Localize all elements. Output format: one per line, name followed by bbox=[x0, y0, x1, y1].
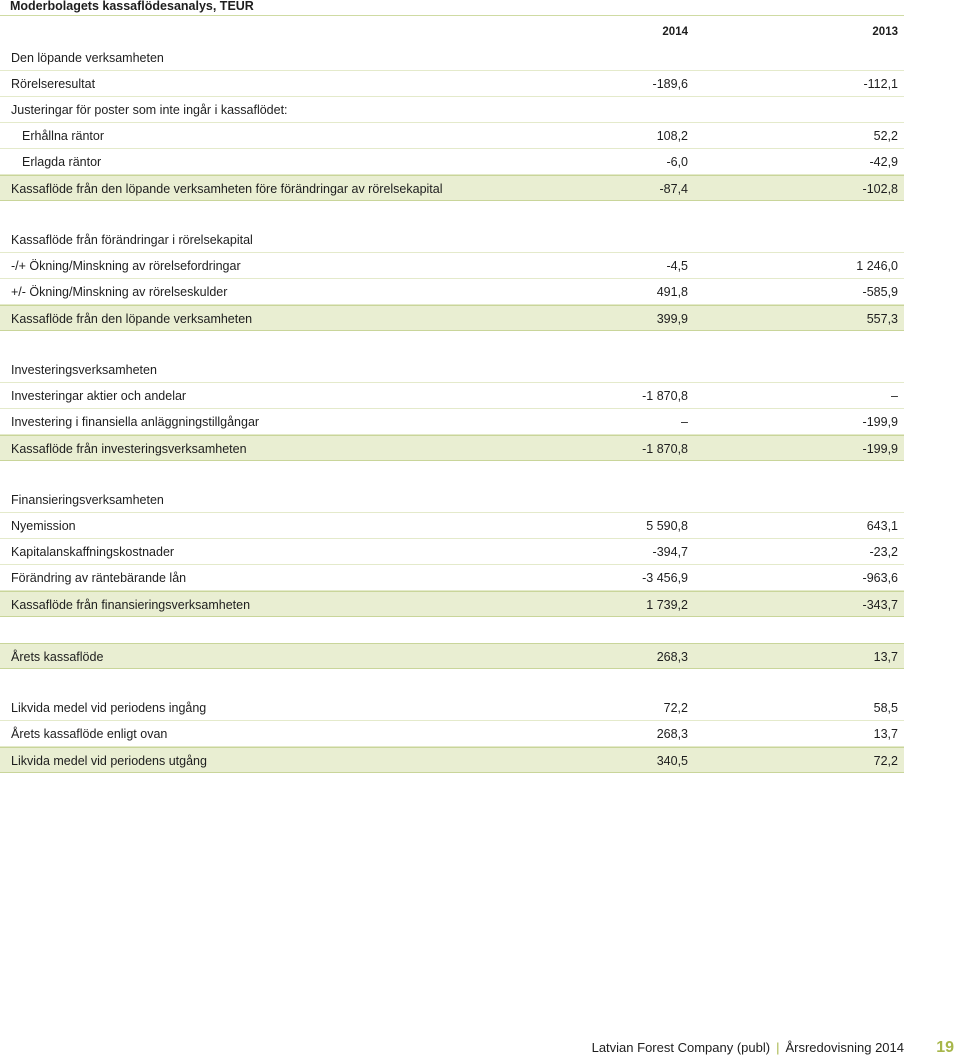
row-label: Likvida medel vid periodens ingång bbox=[11, 701, 207, 715]
value-2014: 340,5 bbox=[656, 754, 688, 768]
section-heading bbox=[0, 227, 904, 253]
value-2014: – bbox=[681, 415, 688, 429]
value-2014: 5 590,8 bbox=[646, 519, 688, 533]
row-label: Justeringar för poster som inte ingår i kassaflödet: bbox=[11, 103, 288, 117]
row-label: Nyemission bbox=[11, 519, 76, 533]
value-2014: 72,2 bbox=[663, 701, 688, 715]
row-label: Likvida medel vid periodens utgång bbox=[11, 754, 207, 768]
value-2013: 13,7 bbox=[873, 727, 898, 741]
row-label: Finansieringsverksamheten bbox=[11, 493, 164, 507]
section-heading bbox=[0, 487, 904, 513]
value-2013: -963,6 bbox=[862, 571, 898, 585]
page-footer bbox=[0, 1036, 960, 1060]
table-row bbox=[0, 539, 904, 565]
subtotal-row bbox=[0, 747, 904, 773]
value-2013: -23,2 bbox=[869, 545, 898, 559]
table-row bbox=[0, 695, 904, 721]
footer-separator: | bbox=[776, 1040, 780, 1055]
page-title: Moderbolagets kassaflödesanalys, TEUR bbox=[10, 0, 254, 13]
value-2013: -585,9 bbox=[862, 285, 898, 299]
subtotal-row bbox=[0, 305, 904, 331]
table-row bbox=[0, 513, 904, 539]
value-2013: 643,1 bbox=[866, 519, 898, 533]
row-label: Investeringsverksamheten bbox=[11, 363, 157, 377]
row-label: Erlagda räntor bbox=[22, 155, 102, 169]
spacer-row bbox=[0, 201, 904, 227]
table-row bbox=[0, 253, 904, 279]
value-2014: 1 739,2 bbox=[646, 598, 688, 612]
value-2013: -199,9 bbox=[862, 415, 898, 429]
row-label: Kassaflöde från den löpande verksamheten bbox=[11, 312, 253, 326]
table-row bbox=[0, 721, 904, 747]
value-2014: -189,6 bbox=[652, 77, 688, 91]
cashflow-table bbox=[0, 19, 904, 773]
table-row bbox=[0, 409, 904, 435]
footer-text bbox=[592, 1036, 904, 1060]
subtotal-row bbox=[0, 175, 904, 201]
spacer-row bbox=[0, 669, 904, 695]
spacer-row bbox=[0, 461, 904, 487]
value-2013: – bbox=[891, 389, 898, 403]
table-row bbox=[0, 123, 904, 149]
table-row bbox=[0, 565, 904, 591]
column-header-2014: 2014 bbox=[662, 26, 688, 38]
row-label: Förändring av räntebärande lån bbox=[11, 571, 187, 585]
footer-report: Årsredovisning 2014 bbox=[785, 1040, 904, 1055]
column-header-2013: 2013 bbox=[872, 26, 898, 38]
spacer-row bbox=[0, 617, 904, 643]
value-2013: -199,9 bbox=[862, 442, 898, 456]
value-2014: -1 870,8 bbox=[642, 442, 688, 456]
row-label: Investering i finansiella anläggningstillgångar bbox=[11, 415, 260, 429]
value-2014: -394,7 bbox=[652, 545, 688, 559]
row-label: Investeringar aktier och andelar bbox=[11, 389, 187, 403]
row-label: Årets kassaflöde enligt ovan bbox=[11, 727, 168, 741]
value-2013: 13,7 bbox=[873, 650, 898, 664]
value-2014: -87,4 bbox=[659, 182, 688, 196]
row-label: Den löpande verksamheten bbox=[11, 51, 164, 65]
value-2013: -343,7 bbox=[862, 598, 898, 612]
section-heading bbox=[0, 45, 904, 71]
table-row bbox=[0, 97, 904, 123]
row-label: Kassaflöde från den löpande verksamheten före förändringar av rörelsekapital bbox=[11, 182, 443, 196]
table-header-row bbox=[0, 19, 904, 45]
value-2014: 268,3 bbox=[656, 727, 688, 741]
table-row bbox=[0, 149, 904, 175]
title-rule bbox=[0, 15, 904, 16]
spacer-row bbox=[0, 331, 904, 357]
value-2014: 108,2 bbox=[656, 129, 688, 143]
value-2013: -102,8 bbox=[862, 182, 898, 196]
value-2014: -4,5 bbox=[666, 259, 688, 273]
value-2014: 268,3 bbox=[656, 650, 688, 664]
value-2013: -112,1 bbox=[863, 77, 898, 91]
section-heading bbox=[0, 357, 904, 383]
value-2014: 491,8 bbox=[656, 285, 688, 299]
row-label: -/+ Ökning/Minskning av rörelsefordringar bbox=[11, 259, 241, 273]
row-label: Kassaflöde från finansieringsverksamheten bbox=[11, 598, 251, 612]
value-2013: 557,3 bbox=[866, 312, 898, 326]
row-label: Kapitalanskaffningskostnader bbox=[11, 545, 175, 559]
table-row bbox=[0, 71, 904, 97]
value-2014: -3 456,9 bbox=[642, 571, 688, 585]
row-label: Erhållna räntor bbox=[22, 129, 104, 143]
value-2013: 72,2 bbox=[873, 754, 898, 768]
subtotal-row bbox=[0, 591, 904, 617]
net-cashflow-row bbox=[0, 643, 904, 669]
row-label: Kassaflöde från förändringar i rörelsekapital bbox=[11, 233, 253, 247]
row-label: Rörelseresultat bbox=[11, 77, 96, 91]
value-2013: 1 246,0 bbox=[856, 259, 898, 273]
value-2014: -6,0 bbox=[666, 155, 688, 169]
row-label: +/- Ökning/Minskning av rörelseskulder bbox=[11, 285, 228, 299]
value-2014: 399,9 bbox=[656, 312, 688, 326]
table-row bbox=[0, 279, 904, 305]
row-label: Årets kassaflöde bbox=[11, 650, 104, 664]
value-2013: 58,5 bbox=[873, 701, 898, 715]
value-2013: -42,9 bbox=[869, 155, 898, 169]
footer-company: Latvian Forest Company (publ) bbox=[591, 1040, 771, 1055]
subtotal-row bbox=[0, 435, 904, 461]
page-number: 19 bbox=[936, 1039, 954, 1056]
row-label: Kassaflöde från investeringsverksamheten bbox=[11, 442, 247, 456]
value-2013: 52,2 bbox=[873, 129, 898, 143]
table-row bbox=[0, 383, 904, 409]
value-2014: -1 870,8 bbox=[642, 389, 688, 403]
